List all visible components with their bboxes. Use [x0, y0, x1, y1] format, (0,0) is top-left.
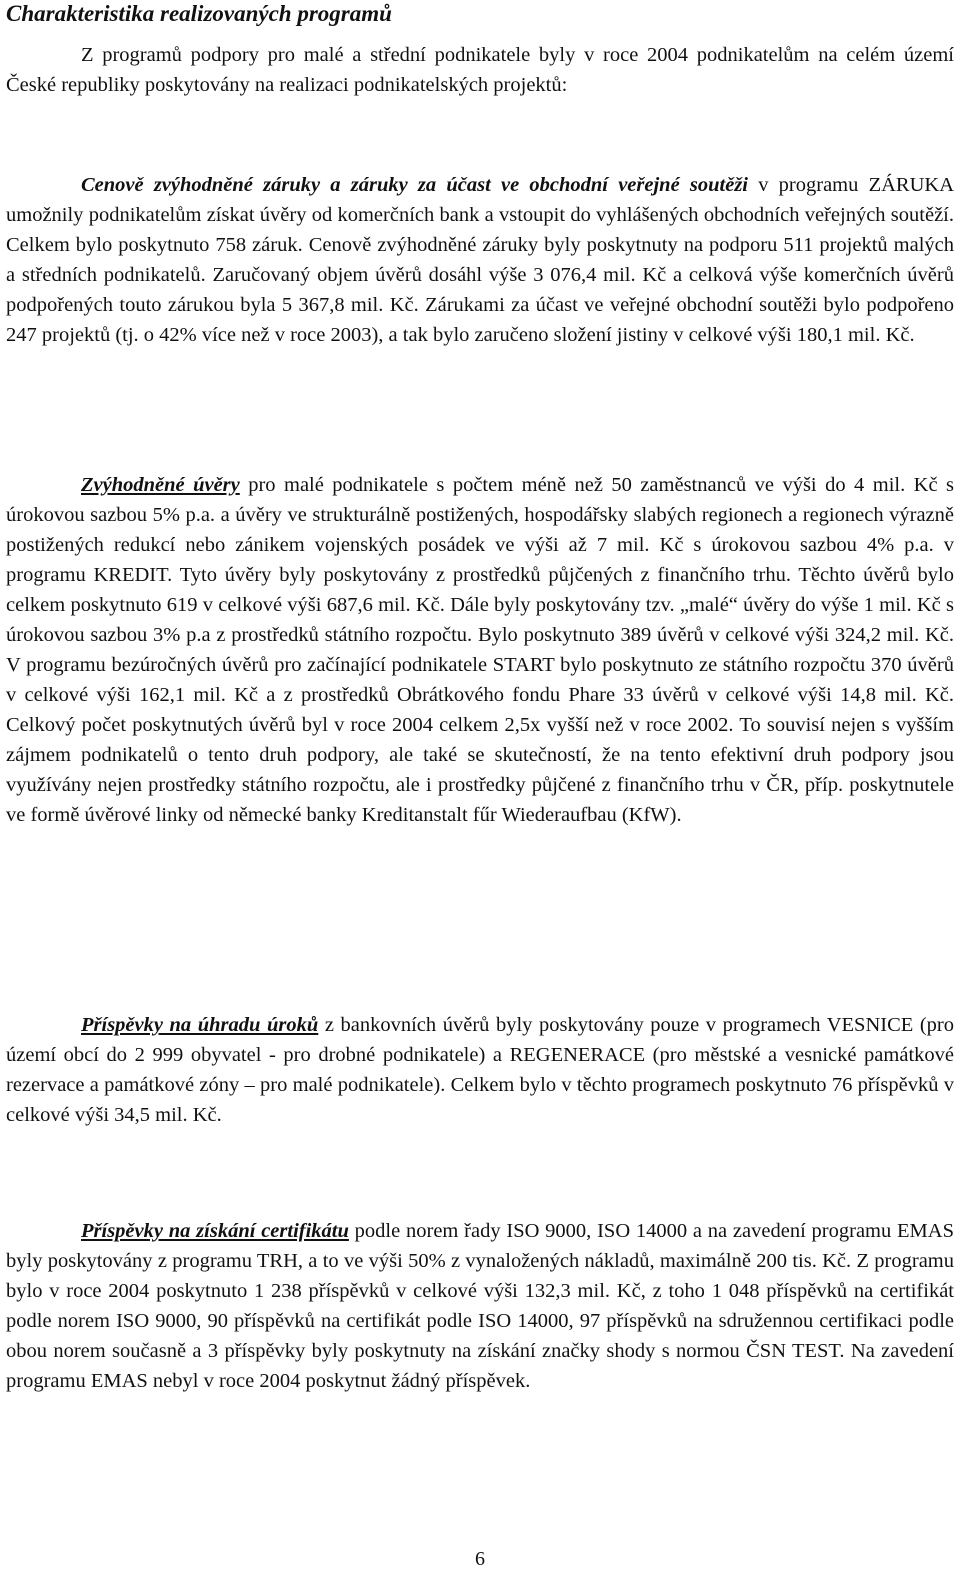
paragraph-loans: [6, 470, 954, 830]
paragraph-lead: Zvýhodněné úvěry: [81, 474, 240, 496]
paragraph-lead: Příspěvky na úhradu úroků: [81, 1014, 319, 1036]
paragraph-body: pro malé podnikatele s počtem méně než 50 zaměstnanců ve výši do 4 mil. Kč s úrokovou sazbou 5% p.a. a úvěry ve strukturálně postižených, hospodářsky slabých regionech a regionech výrazně postižených redukcí nebo zánikem vojenských posádek ve výši až 7 mil. Kč s úrokovou sazbou 4% p.a. v programu KREDIT. Tyto úvěry byly poskytovány z prostředků půjčených z finančního trhu. Těchto úvěrů bylo celkem poskytnuto 619 v celkové výši 687,6 mil. Kč. Dále byly poskytovány tzv. „malé“ úvěry do výše 1 mil. Kč s úrokovou sazbou 3% p.a z prostředků státního rozpočtu. Bylo poskytnuto 389 úvěrů v celkové výši 324,2 mil. Kč. V programu bezúročných úvěrů pro začínající podnikatele START bylo poskytnuto ze státního rozpočtu 370 úvěrů v celkové výši 162,1 mil. Kč a z prostředků Obrátkového fondu Phare 33 úvěrů v celkové výši 14,8 mil. Kč. Celkový počet poskytnutých úvěrů byl v roce 2004 celkem 2,5x vyšší než v roce 2002. To souvisí nejen s vyšším zájmem podnikatelů o tento druh podpory, ale také se skutečností, že na tento efektivní druh podpory jsou využívány nejen prostředky státního rozpočtu, ale i prostředky půjčené z finančního trhu v ČR, příp. poskytnutele ve formě úvěrové linky od německé banky Kreditanstalt fűr Wiederaufbau (KfW).: [6, 474, 955, 826]
paragraph-interest-subsidies: [6, 1010, 954, 1130]
paragraph-lead: Příspěvky na získání certifikátu: [81, 1220, 349, 1242]
paragraph-certificates: [6, 1216, 954, 1396]
paragraph-body: z bankovních úvěrů byly poskytovány pouze v programech VESNICE (pro území obcí do 2 999 obyvatel - pro drobné podnikatele) a REGENERACE (pro městské a vesnické památkové rezervace a památkové zóny – pro malé podnikatele). Celkem bylo v těchto programech poskytnuto 76 příspěvků v celkové výši 34,5 mil. Kč.: [6, 1014, 954, 1126]
paragraph-guarantees: [6, 170, 954, 350]
page-number: 6: [475, 1548, 485, 1570]
section-heading: Charakteristika realizovaných programů: [6, 1, 392, 26]
paragraph-lead-tail: a záruky za účast ve obchodní veřejné soutěži: [320, 174, 748, 196]
paragraph-lead: Cenově zvýhodněné záruky: [81, 174, 321, 196]
intro-paragraph: Z programů podpory pro malé a střední podnikatele byly v roce 2004 podnikatelům na celém území České republiky poskytovány na realizaci podnikatelských projektů:: [6, 44, 954, 96]
paragraph-body: v programu ZÁRUKA umožnily podnikatelům získat úvěry od komerčních bank a vstoupit do vyhlášených obchodních veřejných soutěží. Celkem bylo poskytnuto 758 záruk. Cenově zvýhodněné záruky byly poskytnuty na podporu 511 projektů malých a středních podnikatelů. Zaručovaný objem úvěrů dosáhl výše 3 076,4 mil. Kč a celková výše komerčních úvěrů podpořených touto zárukou byla 5 367,8 mil. Kč. Zárukami za účast ve veřejné obchodní soutěži bylo podpořeno 247 projektů (tj. o 42% více než v roce 2003), a tak bylo zaručeno složení jistiny v celkové výši 180,1 mil. Kč.: [6, 174, 954, 346]
paragraph-body: podle norem řady ISO 9000, ISO 14000 a na zavedení programu EMAS byly poskytovány z programu TRH, a to ve výši 50% z vynaložených nákladů, maximálně 200 tis. Kč. Z programu bylo v roce 2004 poskytnuto 1 238 příspěvků v celkové výši 132,3 mil. Kč, z toho 1 048 příspěvků na certifikát podle norem ISO 9000, 90 příspěvků na certifikát podle ISO 14000, 97 příspěvků na sdružennou certifikaci podle obou norem současně a 3 příspěvky byly poskytnuty na získání značky shody s normou ČSN TEST. Na zavedení programu EMAS nebyl v roce 2004 poskytnut žádný příspěvek.: [6, 1220, 954, 1392]
